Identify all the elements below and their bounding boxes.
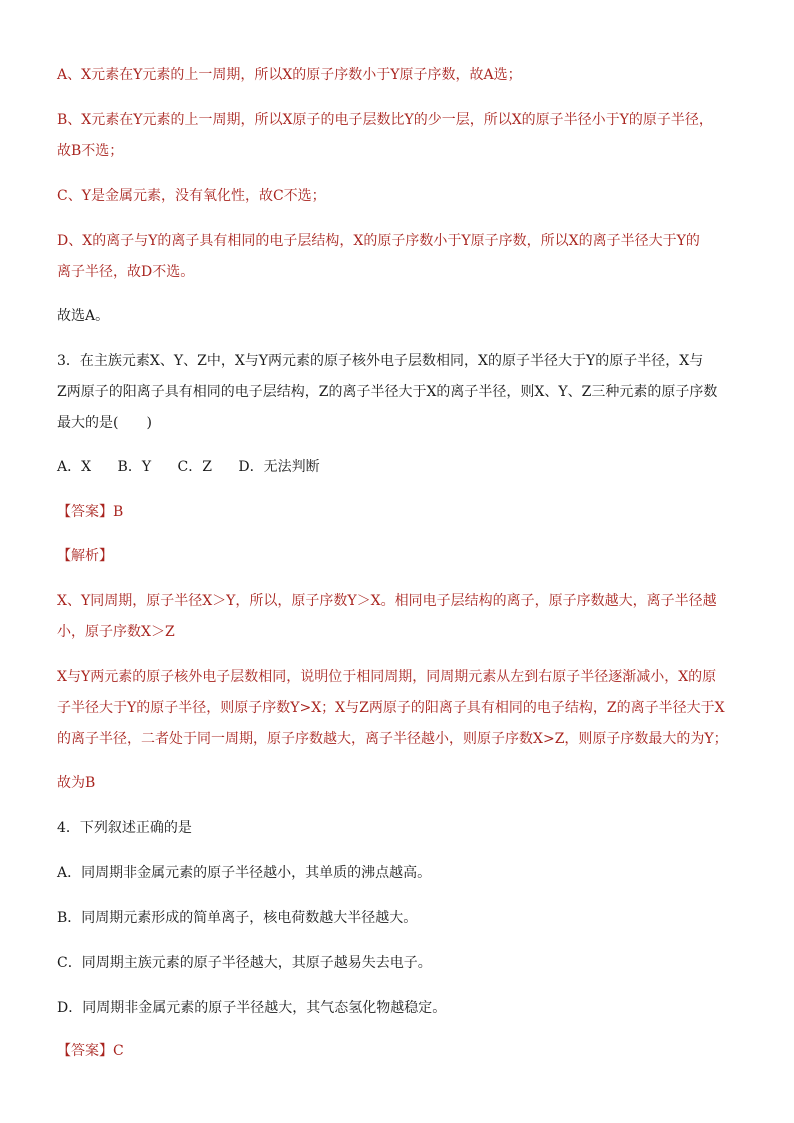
text-line: C、Y是金属元素，没有氧化性，故C不选；	[57, 188, 326, 204]
text-line: 子半径大于Y的原子半径，则原子序数Y>X；X与Z两原子的阳离子具有相同的电子结构，Z的离子半径大于X	[57, 700, 725, 716]
answer-label: 【答案】	[57, 1043, 113, 1059]
text-line: 故B不选；	[57, 143, 124, 159]
question-3-answer	[57, 497, 747, 528]
text-line: 3．在主族元素X、Y、Z中，X与Y两元素的原子核外电子层数相同，X的原子半径大于Y的原子半径，X与	[57, 353, 704, 369]
text-line: 故为B	[57, 775, 96, 791]
option-a: A．X	[57, 459, 92, 475]
question-4-option-b	[57, 903, 747, 934]
text-line: 最大的是( )	[57, 415, 152, 431]
text-line: 的离子半径，二者处于同一周期，原子序数越大，离子半径越小，则原子序数X>Z，则原子序数最大的为Y；	[57, 731, 728, 747]
text-line: D、X的离子与Y的离子具有相同的电子层结构，X的原子序数小于Y原子序数，所以X的离子半径大于Y的	[57, 233, 700, 249]
question-4-option-a	[57, 858, 747, 889]
text-line: 故选A。	[57, 308, 110, 324]
text-line: Z两原子的阳离子具有相同的电子层结构，Z的离子半径大于X的离子半径，则X、Y、Z三种元素的原子序数	[57, 384, 718, 400]
prev-analysis-a	[57, 60, 747, 91]
question-3-conclusion	[57, 768, 747, 799]
question-4-answer	[57, 1036, 747, 1067]
text-line: D．同周期非金属元素的原子半径越大，其气态氢化物越稳定。	[57, 1000, 447, 1016]
answer-label: 【答案】	[57, 504, 113, 520]
question-3-options	[57, 452, 747, 483]
option-c: C．Z	[177, 459, 212, 475]
answer-value: B	[113, 504, 124, 520]
question-3-analysis-1	[57, 586, 747, 648]
text-line: X与Y两元素的原子核外电子层数相同，说明位于相同周期，同周期元素从左到右原子半径逐渐减小，X的原	[57, 669, 717, 685]
option-d: D．无法判断	[238, 459, 320, 475]
text-line: B．同周期元素形成的简单离子，核电荷数越大半径越大。	[57, 910, 418, 926]
prev-analysis-b	[57, 105, 747, 167]
question-3-analysis-label	[57, 541, 747, 572]
prev-analysis-c	[57, 181, 747, 212]
question-4-option-d	[57, 993, 747, 1024]
option-b: B．Y	[117, 459, 152, 475]
text-line: C．同周期主族元素的原子半径越大，其原子越易失去电子。	[57, 955, 432, 971]
text-line: A、X元素在Y元素的上一周期，所以X的原子序数小于Y原子序数，故A选；	[57, 67, 522, 83]
text-line: 小，原子序数X＞Z	[57, 624, 175, 640]
text-line: A．同周期非金属元素的原子半径越小，其单质的沸点越高。	[57, 865, 432, 881]
prev-conclusion	[57, 301, 747, 332]
text-line: 4．下列叙述正确的是	[57, 820, 192, 836]
question-4-stem	[57, 813, 747, 844]
text-line: 离子半径，故D不选。	[57, 264, 195, 280]
answer-value: C	[113, 1043, 124, 1059]
question-3-analysis-2	[57, 662, 747, 755]
question-4-option-c	[57, 948, 747, 979]
analysis-label: 【解析】	[57, 548, 113, 564]
question-3-stem	[57, 346, 747, 439]
prev-analysis-d	[57, 226, 747, 288]
text-line: B、X元素在Y元素的上一周期，所以X原子的电子层数比Y的少一层，所以X的原子半径小于Y的原子半径，	[57, 112, 713, 128]
text-line: X、Y同周期，原子半径X＞Y，所以，原子序数Y＞X。相同电子层结构的离子，原子序数越大，离子半径越	[57, 593, 717, 609]
